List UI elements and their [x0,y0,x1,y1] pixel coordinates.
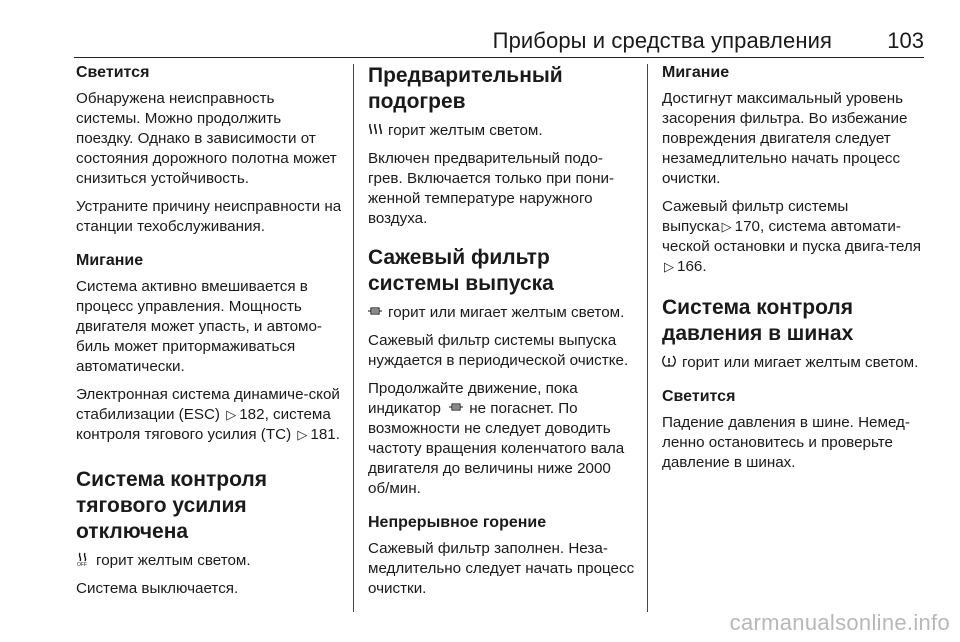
paragraph: Устраните причину неисправности на станции техобслуживания. [76,198,342,235]
heading-flashing: Мигание [662,64,730,81]
paragraph: Система активно вмешивается в процесс управления. Мощность двигателя может упасть, и автомо-биль может притормаживаться автоматически. [76,278,322,375]
heading-preheat: Предварительный подогрев [368,64,563,113]
page-header [0,26,960,56]
paragraph: горит или мигает желтым светом. [662,353,930,373]
column-divider-1 [353,64,354,612]
watermark: carmanualsonline.info [729,610,950,635]
page-ref-link[interactable]: 181 [310,426,336,443]
tire-pressure-icon [662,354,676,368]
paragraph: Система выключается. [76,580,239,597]
heading-continuous: Непрерывное горение [368,514,547,531]
particle-filter-icon [368,304,382,318]
paragraph: Продолжайте движение, пока индикатор не погаснет. По возможности не следует доводить частоту вращения коленчатого вала двигателя до величины ниже 2000 об/мин. [368,380,625,497]
paragraph: OFF горит желтым светом. [77,552,251,569]
heading-tc-off: Система контроля тягового усилия отключена [76,468,267,543]
paragraph-with-refs: Электронная система динамиче-ской стабилизации (ESC) ▷ 182, система контроля тягового усилия (TC) ▷ 181. [76,386,340,443]
column-1 [76,63,342,607]
heading-flashing: Мигание [76,252,144,269]
column-2 [368,63,636,607]
page-ref-link[interactable]: 170 [734,218,760,235]
svg-text:OFF: OFF [77,562,87,566]
tc-off-icon [76,552,90,566]
paragraph: Сажевый фильтр системы выпуска нуждается в периодической очистке. [368,332,629,369]
page-ref-link[interactable]: 182 [239,406,265,423]
paragraph-with-refs: Сажевый фильтр системы выпуска ▷ 170, система автомати-ческой остановки и пуска двига-теля ▷ 166. [662,198,921,275]
paragraph: Сажевый фильтр заполнен. Неза-медлительно следует начать процесс очистки. [368,540,635,597]
page-ref-arrow-icon: ▷ [664,259,674,274]
glow-plug-icon [368,122,382,136]
header-divider [74,57,924,58]
column-3 [662,63,930,481]
heading-lit: Светится [76,64,150,81]
page-title: Приборы и средства управления [492,28,832,53]
page-ref-arrow-icon: ▷ [226,407,237,422]
heading-particle-filter: Сажевый фильтр системы выпуска [368,246,554,295]
heading-lit: Светится [662,388,736,405]
page-number: 103 [887,28,924,53]
paragraph: Обнаружена неисправность системы. Можно продолжить поездку. Однако в зависимости от состояния дорожного полотна может снизиться устойчивость. [76,90,337,187]
column-divider-2 [647,64,648,612]
page-ref-arrow-icon: ▷ [297,427,308,442]
paragraph: горит желтым светом. [368,121,636,141]
paragraph: Падение давления в шине. Немед-ленно остановитесь и проверьте давление в шинах. [662,414,910,471]
heading-tire-pressure: Система контроля давления в шинах [662,296,854,345]
paragraph: горит или мигает желтым светом. [368,303,636,323]
particle-filter-icon [449,400,463,414]
paragraph: Достигнут максимальный уровень засорения фильтра. Во избежание повреждения двигателя следует незамедлительно начать процесс очистки. [662,90,908,187]
page-ref-arrow-icon: ▷ [721,219,732,234]
paragraph: Включен предварительный подо-грев. Включается только при пони-женной температуре наружного воздуха. [368,150,615,227]
page-ref-link[interactable]: 166 [677,258,703,275]
